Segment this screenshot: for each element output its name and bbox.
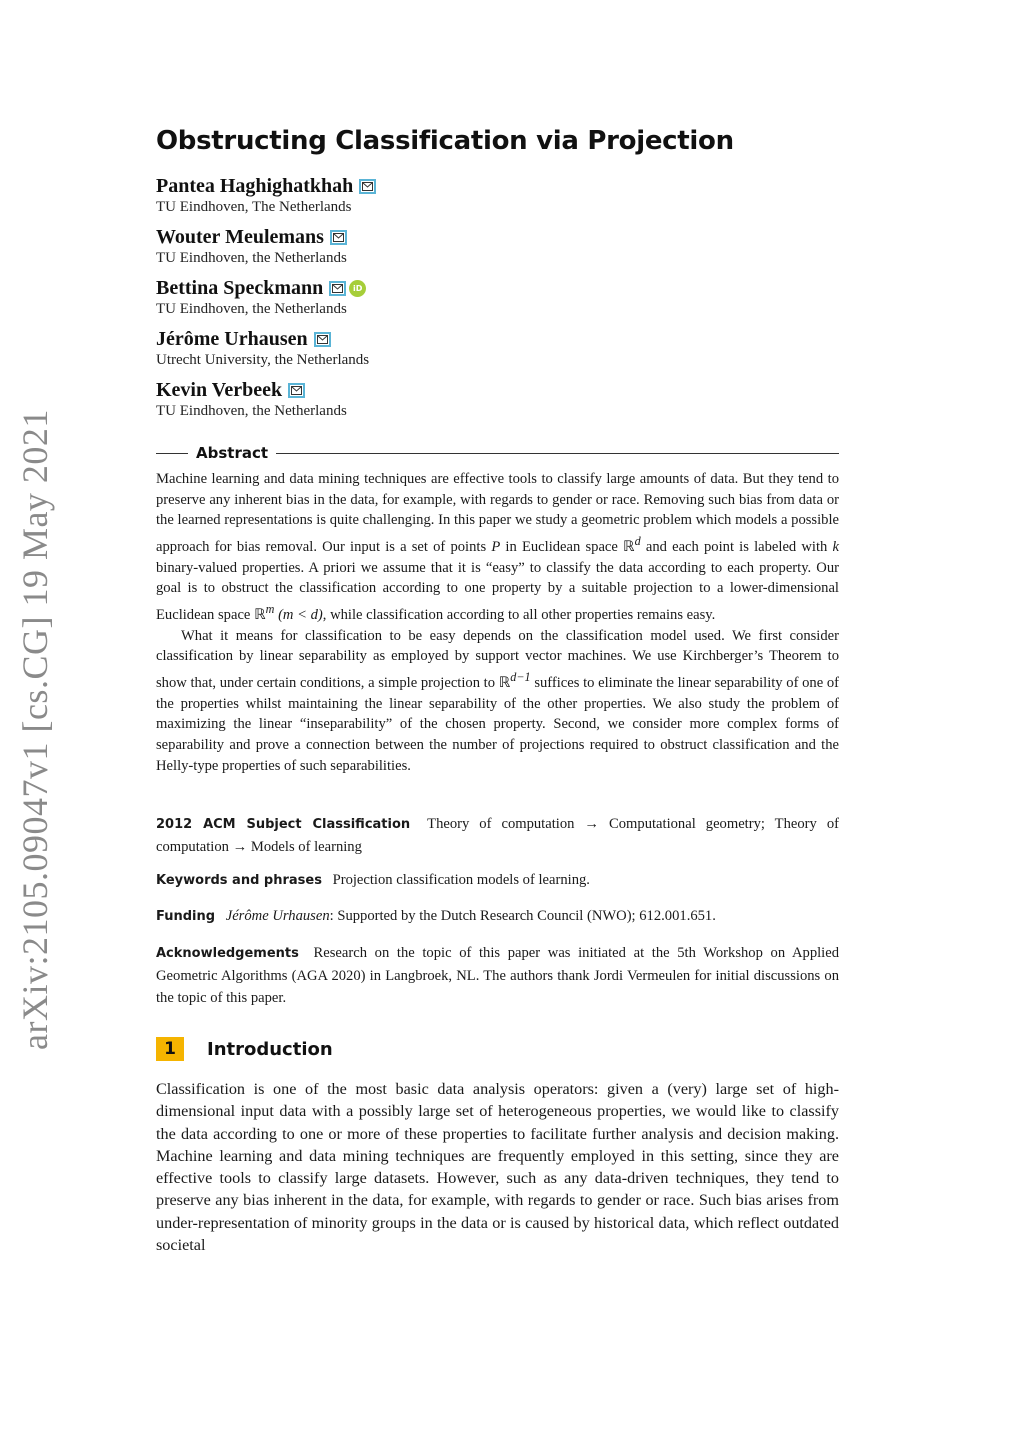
keywords-label: Keywords and phrases: [156, 873, 322, 888]
funding-person: Jérôme Urhausen: [225, 908, 330, 924]
abstract-heading: Abstract: [196, 444, 269, 462]
author-block: [156, 328, 369, 369]
author-name: Kevin Verbeek: [156, 379, 283, 401]
email-icon[interactable]: [330, 230, 347, 245]
email-icon[interactable]: [359, 179, 376, 194]
author-name: Pantea Haghighatkhah: [156, 175, 354, 197]
acm-classification-text: Theory of computation → Computational geometry; Theory of computation → Models of learning: [156, 816, 839, 855]
author-name: Bettina Speckmann: [156, 277, 324, 299]
introduction-paragraph: Classification is one of the most basic data analysis operators: given a (very) large set of high-dimensional input data with a possibly large set of heterogeneous properties, we would like to classify the data according to one or more of these properties to facilitate further analysis and decision making. Machine learning and data mining techniques are frequently employed in this setting, since they are effective tools to classify large datasets. However, such as any data-driven techniques, they tend to preserve any bias inherent in the data, for example, with regards to gender or race. Such bias arises from under-representation of minority groups in the data or is caused by historical data, which reflect outdated societal: [156, 1080, 839, 1255]
email-icon[interactable]: [329, 281, 346, 296]
author-affiliation: TU Eindhoven, the Netherlands: [156, 403, 347, 419]
author-block: [156, 226, 347, 267]
funding-label: Funding: [156, 909, 216, 924]
funding: [156, 905, 839, 928]
abstract-paragraph: Machine learning and data mining techniques are effective tools to classify large amounts of data. But they tend to preserve any inherent bias in the data, for example, with regards to gender or race. Removing such bias from data or the learned representations is quite challenging. In this paper we study a geometric problem which models a possible approach for bias removal. Our input is a set of points P in Euclidean space ℝ$^d$ and each point is labeled with k binary-valued properties. A priori we assume that it is “easy” to classify the data according to each property. Our goal is to obstruct the classification according to one property by a suitable projection to a lower-dimensional Euclidean space ℝ$^m$ (m < d), while classification according to all other properties remains easy.: [156, 471, 839, 623]
acknowledgements-text: Research on the topic of this paper was initiated at the 5th Workshop on Applied Geometric Algorithms (AGA 2020) in Langbroek, NL. The authors thank Jordi Vermeulen for initial discussions on the topic of this paper.: [156, 945, 839, 1006]
author-name: Wouter Meulemans: [156, 226, 324, 248]
author-name: Jérôme Urhausen: [156, 328, 308, 350]
abstract-heading-rule: [156, 443, 839, 463]
paper-title: Obstructing Classification via Projection: [156, 126, 734, 156]
keywords: [156, 869, 839, 892]
author-affiliation: TU Eindhoven, the Netherlands: [156, 301, 347, 317]
rule-divider: [276, 453, 839, 454]
section-number: 1: [156, 1037, 184, 1061]
rule-divider: [156, 453, 188, 454]
arxiv-identifier: arXiv:2105.09047v1 [cs.CG] 19 May 2021: [15, 409, 55, 1050]
author-affiliation: TU Eindhoven, the Netherlands: [156, 250, 347, 266]
author-block: [156, 379, 347, 420]
abstract-body: [156, 469, 839, 776]
acknowledgements: [156, 942, 839, 1009]
acm-classification-label: 2012 ACM Subject Classification: [156, 817, 411, 832]
email-icon[interactable]: [288, 383, 305, 398]
funding-text: : Supported by the Dutch Research Council (NWO); 612.001.651.: [329, 908, 716, 924]
section-title: Introduction: [207, 1038, 333, 1060]
author-affiliation: TU Eindhoven, The Netherlands: [156, 199, 352, 215]
author-affiliation: Utrecht University, the Netherlands: [156, 352, 370, 368]
email-icon[interactable]: [314, 332, 331, 347]
orcid-icon[interactable]: iD: [349, 280, 366, 297]
author-block: [156, 175, 376, 216]
keywords-text: Projection classification models of learning.: [332, 872, 590, 888]
abstract-paragraph: What it means for classification to be easy depends on the classification model used. We first consider classification by linear separability as employed by support vector machines. We use Kirchberger’s Theorem to show that, under certain conditions, a simple projection to ℝ$^{d-1}$ suffices to eliminate the linear separability of one of the properties whilst maintaining the linear separability of the other properties. We also study the problem of maximizing the linear “inseparability” of the chosen property. Second, we consider more complex forms of separability and prove a connection between the number of projections required to obstruct classification and the Helly-type properties of such separabilities.: [156, 627, 840, 774]
author-block: [156, 277, 366, 318]
acm-classification: [156, 813, 839, 858]
section-heading: [156, 1037, 333, 1061]
acknowledgements-label: Acknowledgements: [156, 946, 299, 961]
